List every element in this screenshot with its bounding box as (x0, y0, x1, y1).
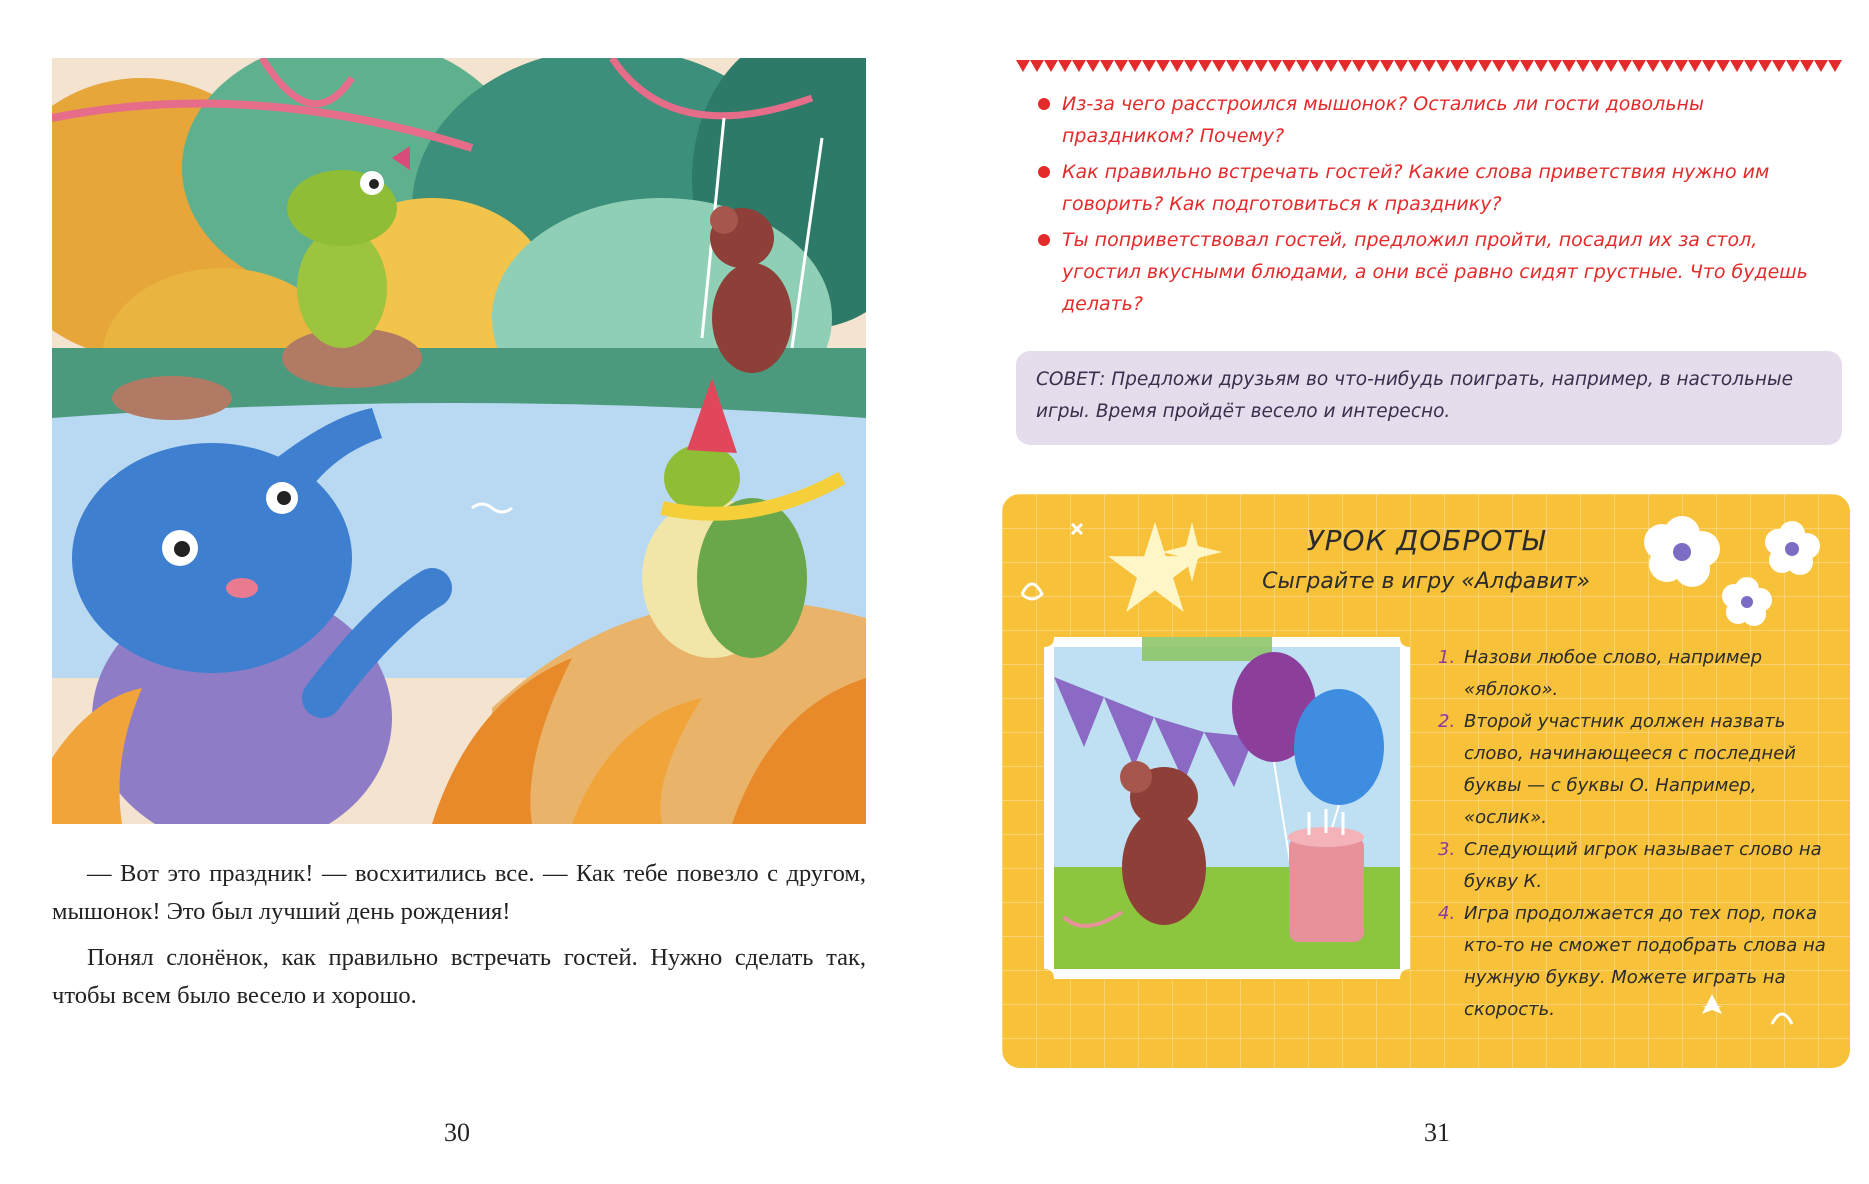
step-item (1438, 898, 1828, 1026)
game-steps (1438, 642, 1828, 1026)
page-number-left: 30 (444, 1118, 470, 1147)
step-text: Игра продолжается до тех пор, пока кто-то не сможет подобрать слова на нужную букву. Можете играть на скорость. (1464, 903, 1826, 1020)
bullet-icon (1038, 166, 1050, 178)
party-illustration (52, 58, 866, 824)
question-item (1038, 88, 1838, 152)
bullet-icon (1038, 234, 1050, 246)
tip-text: СОВЕТ: Предложи друзьям во что-нибудь поиграть, например, в настольные игры. Время пройдёт весело и интересно. (1036, 369, 1793, 422)
step-item (1438, 706, 1828, 834)
story-paragraph: Понял слонёнок, как правильно встречать гостей. Нужно сделать так, чтобы всем было весело и хорошо. (52, 944, 866, 1009)
step-text: Второй участник должен назвать слово, начинающееся с последней буквы — с буквы О. Например, «ослик». (1464, 711, 1796, 828)
step-text: Следующий игрок называет слово на букву К. (1464, 839, 1822, 892)
step-number: 1. (1438, 647, 1456, 668)
tip-box (1016, 351, 1842, 445)
step-item (1438, 834, 1828, 898)
mouse-birthday-picture (1044, 637, 1410, 979)
questions-list (1038, 88, 1838, 324)
bullet-icon (1038, 98, 1050, 110)
question-item (1038, 156, 1838, 220)
question-item (1038, 224, 1838, 320)
story-text (52, 855, 866, 1023)
step-number: 2. (1438, 711, 1456, 732)
lesson-subtitle: Сыграйте в игру «Алфавит» (1262, 569, 1590, 594)
lesson-title: УРОК ДОБРОТЫ (1306, 524, 1546, 557)
kindness-lesson-card (1002, 494, 1850, 1068)
step-number: 3. (1438, 839, 1456, 860)
question-text: Из-за чего расстроился мышонок? Остались ли гости довольны праздником? Почему? (1062, 93, 1704, 147)
step-item (1438, 642, 1828, 706)
question-text: Как правильно встречать гостей? Какие слова приветствия нужно им говорить? Как подготовиться к празднику? (1062, 161, 1770, 215)
left-page (0, 0, 934, 1184)
zigzag-border-decoration (1016, 60, 1842, 76)
step-text: Назови любое слово, например «яблоко». (1464, 647, 1762, 700)
step-number: 4. (1438, 903, 1456, 924)
page-number-right: 31 (1424, 1118, 1450, 1147)
story-paragraph: — Вот это праздник! — восхитились все. — Как тебе повезло с другом, мышонок! Это был лучший день рождения! (52, 860, 866, 925)
question-text: Ты поприветствовал гостей, предложил пройти, посадил их за стол, угостил вкусными блюдами, а они всё равно сидят грустные. Что будешь делать? (1062, 229, 1808, 315)
